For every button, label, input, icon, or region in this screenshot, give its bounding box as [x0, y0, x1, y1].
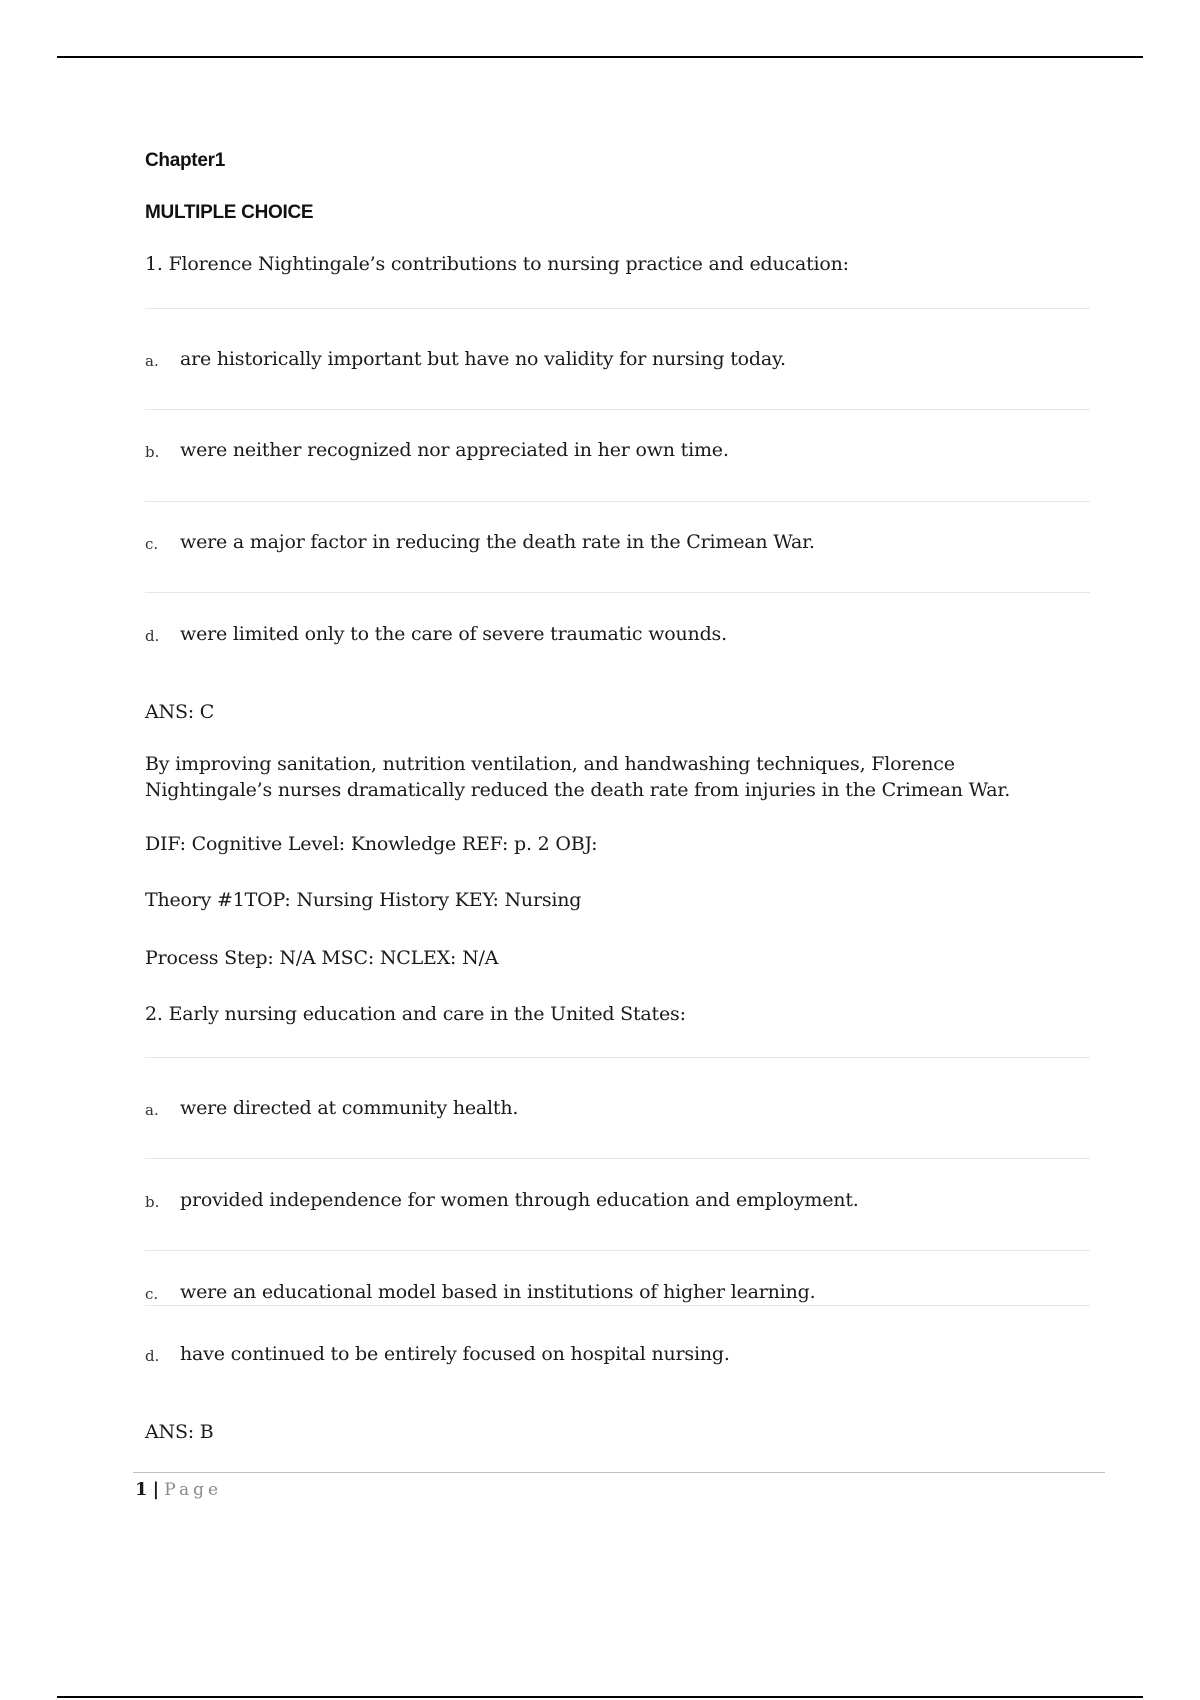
option-text: were an educational model based in institutions of higher learning. — [180, 1281, 816, 1303]
bottom-rule — [57, 1696, 1143, 1698]
question-2-answer: ANS: B — [145, 1421, 214, 1443]
page-number: 1 — [135, 1479, 148, 1500]
option-letter: c. — [145, 1285, 159, 1303]
option-divider — [145, 308, 1090, 309]
option-letter: a. — [145, 352, 159, 370]
page-separator: | — [152, 1479, 160, 1500]
question-1-answer: ANS: C — [145, 701, 215, 723]
option-divider — [145, 501, 1090, 502]
option-text: provided independence for women through education and employment. — [180, 1189, 859, 1211]
option-text: were a major factor in reducing the death rate in the Crimean War. — [180, 531, 815, 553]
question-1-meta-line: DIF: Cognitive Level: Knowledge REF: p. 2 OBJ: — [145, 833, 598, 855]
option-divider — [145, 592, 1090, 593]
page-footer — [135, 1479, 222, 1500]
question-1-stem: 1. Florence Nightingale’s contributions to nursing practice and education: — [145, 253, 849, 275]
option-text: are historically important but have no validity for nursing today. — [180, 348, 786, 370]
option-divider — [145, 1158, 1090, 1159]
option-text: were directed at community health. — [180, 1097, 519, 1119]
option-divider — [145, 1250, 1090, 1251]
option-text: were limited only to the care of severe traumatic wounds. — [180, 623, 727, 645]
footer-rule — [133, 1472, 1105, 1473]
page-label: Page — [164, 1480, 223, 1500]
option-letter: b. — [145, 1193, 160, 1211]
option-divider — [145, 1305, 1090, 1306]
chapter-title: Chapter1 — [145, 150, 225, 171]
option-text: were neither recognized nor appreciated in her own time. — [180, 439, 729, 461]
option-divider — [145, 409, 1090, 410]
option-letter: b. — [145, 443, 160, 461]
section-title: MULTIPLE CHOICE — [145, 202, 314, 223]
option-letter: d. — [145, 1347, 160, 1365]
option-letter: c. — [145, 535, 159, 553]
option-divider — [145, 1057, 1090, 1058]
top-rule — [57, 56, 1143, 58]
option-text: have continued to be entirely focused on hospital nursing. — [180, 1343, 730, 1365]
question-1-meta-line: Theory #1TOP: Nursing History KEY: Nursing — [145, 889, 582, 911]
question-1-meta-line: Process Step: N/A MSC: NCLEX: N/A — [145, 947, 499, 969]
question-1-rationale: By improving sanitation, nutrition ventilation, and handwashing techniques, Florence Nightingale’s nurses dramatically reduced the death rate from injuries in the Crimean War. — [145, 753, 1011, 801]
question-2-stem: 2. Early nursing education and care in the United States: — [145, 1003, 686, 1025]
option-letter: d. — [145, 627, 160, 645]
option-letter: a. — [145, 1101, 159, 1119]
